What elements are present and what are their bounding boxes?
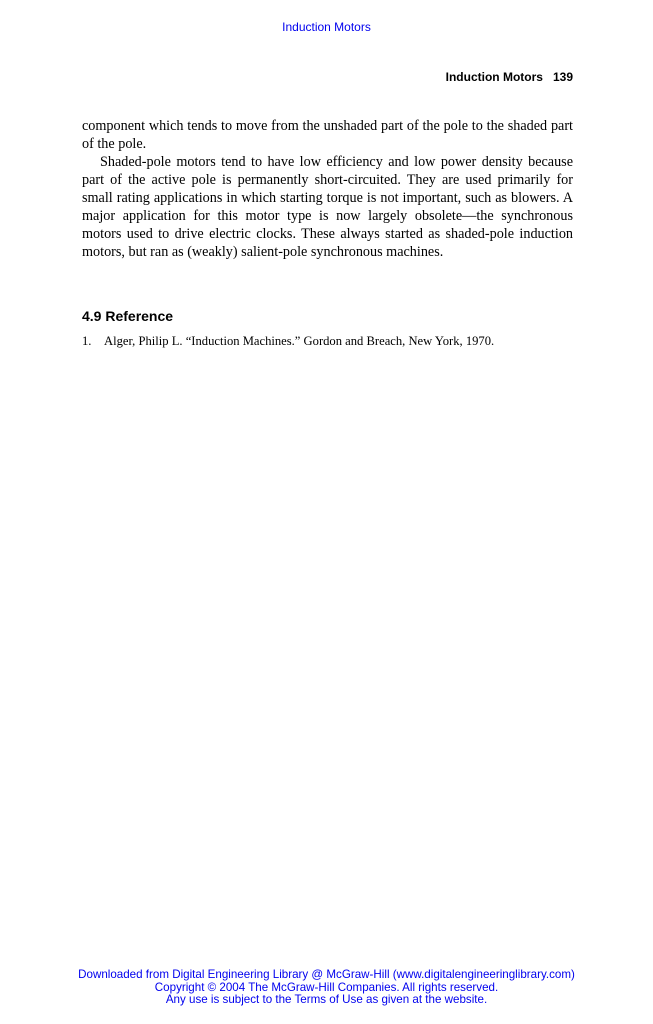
footer-download-link[interactable]: Downloaded from Digital Engineering Library @ McGraw-Hill (www.digitalengineeringlibrary.com) <box>78 968 575 981</box>
footer <box>0 969 653 1007</box>
reference-list <box>82 333 573 350</box>
section-heading-reference: 4.9 Reference <box>82 308 174 324</box>
footer-copyright-link[interactable]: Copyright © 2004 The McGraw-Hill Companies. All rights reserved. <box>154 980 499 994</box>
body-paragraph: Shaded-pole motors tend to have low efficiency and low power density because part of the active pole is permanently short-circuited. They are used primarily for small rating applications in which starting torque is not important, such as blowers. A major application for this motor type is now largely obsolete—the synchronous motors used to drive electric clocks. These always started as shaded-pole induction motors, but ran as (weakly) salient-pole synchronous machines. <box>82 154 573 260</box>
footer-terms-link[interactable]: Any use is subject to the Terms of Use as given at the website. <box>165 993 488 1006</box>
running-head <box>446 70 573 84</box>
body-paragraph: component which tends to move from the unshaded part of the pole to the shaded part of the pole. <box>82 118 573 152</box>
top-link-induction-motors[interactable]: Induction Motors <box>282 20 371 34</box>
reference-text: Alger, Philip L. “Induction Machines.” Gordon and Breach, New York, 1970. <box>104 334 495 348</box>
reference-item <box>82 333 573 350</box>
page-number: 139 <box>552 70 573 84</box>
running-head-title: Induction Motors <box>445 70 543 84</box>
body-text <box>82 117 573 261</box>
reference-number: 1. <box>82 334 92 348</box>
